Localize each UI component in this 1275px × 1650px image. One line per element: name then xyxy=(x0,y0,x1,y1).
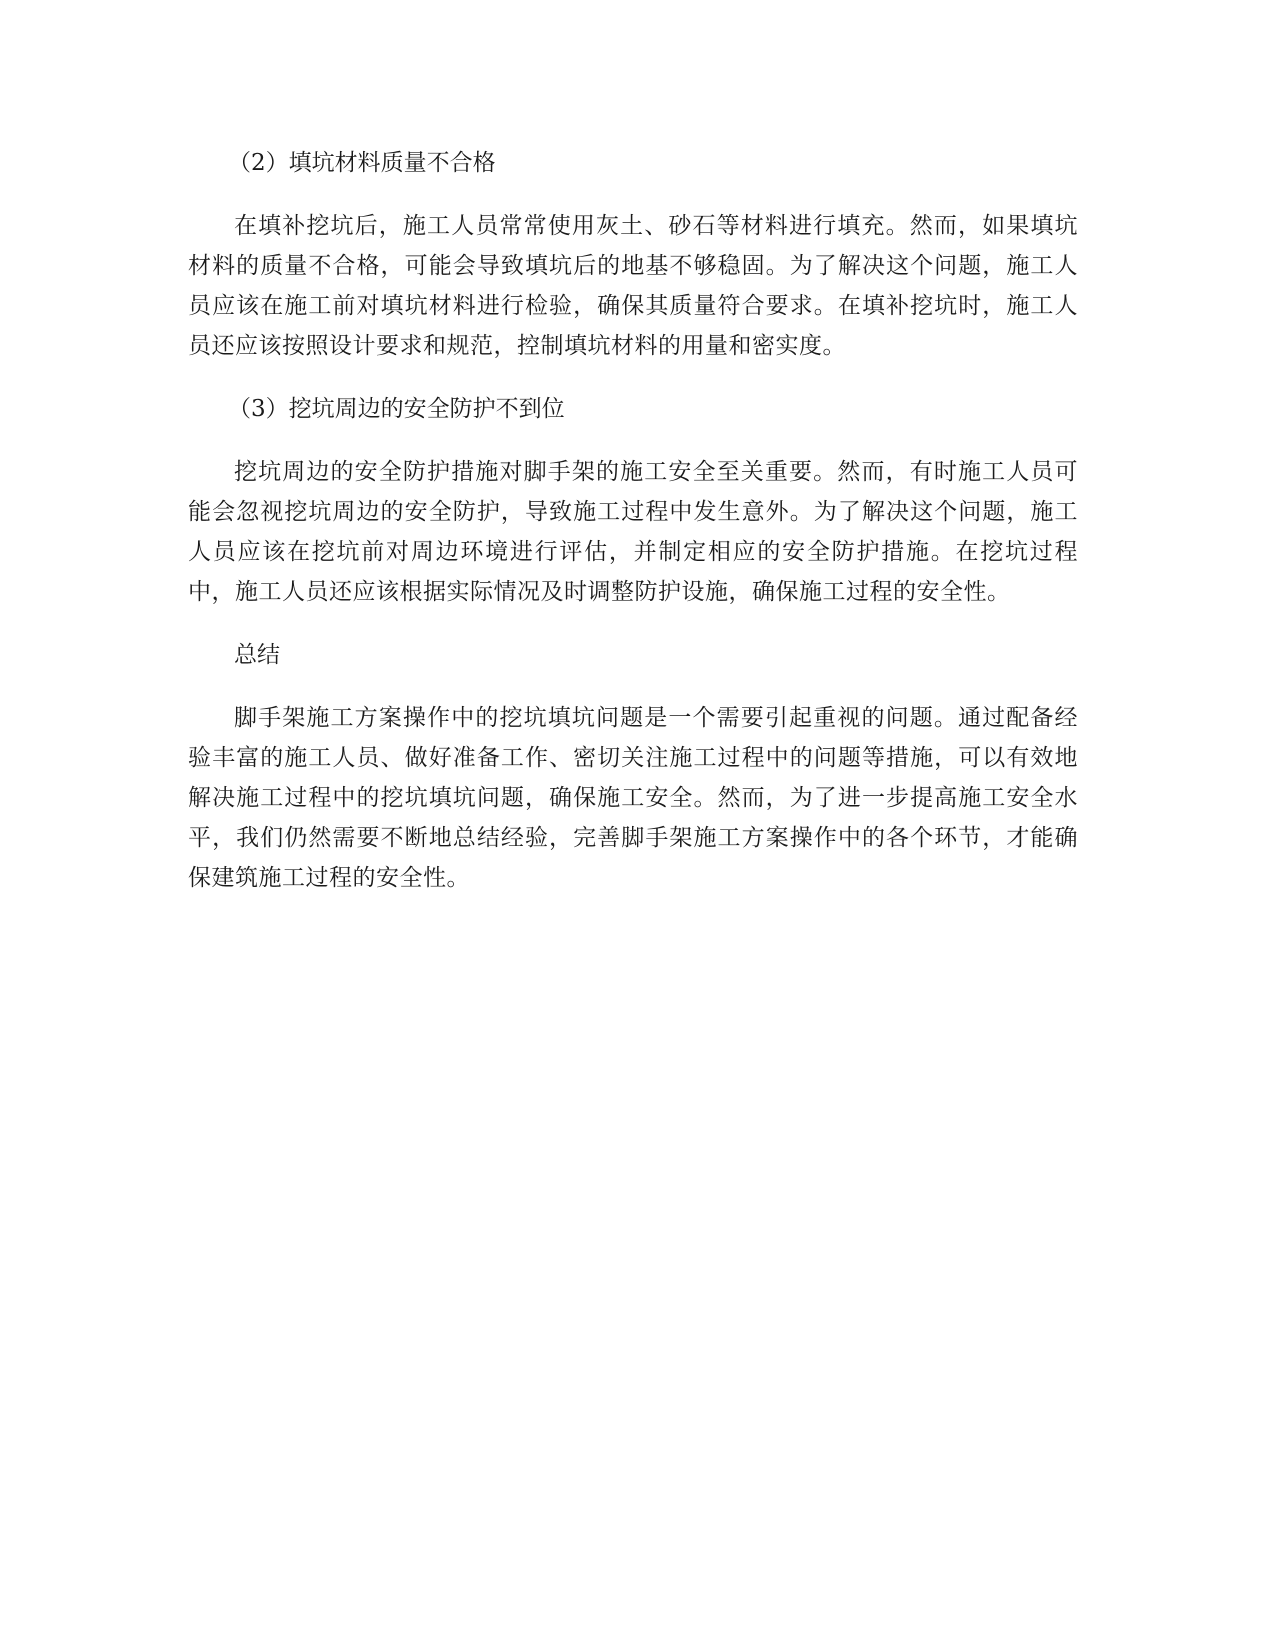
section-heading-safety-protection: （3）挖坑周边的安全防护不到位 xyxy=(228,396,565,422)
paragraph-safety-protection: 挖坑周边的安全防护措施对脚手架的施工安全至关重要。然而，有时施工人员可能会忽视挖坑周边的安全防护，导致施工过程中发生意外。为了解决这个问题，施工人员应该在挖坑前对周边环境进行评估，并制定相应的安全防护措施。在挖坑过程中，施工人员还应该根据实际情况及时调整防护设施，确保施工过程的安全性。 xyxy=(188,459,1078,605)
document-body xyxy=(188,140,1078,918)
section-heading-fill-material: （2）填坑材料质量不合格 xyxy=(228,150,496,176)
paragraph-summary: 脚手架施工方案操作中的挖坑填坑问题是一个需要引起重视的问题。通过配备经验丰富的施工人员、做好准备工作、密切关注施工过程中的问题等措施，可以有效地解决施工过程中的挖坑填坑问题，确保施工安全。然而，为了进一步提高施工安全水平，我们仍然需要不断地总结经验，完善脚手架施工方案操作中的各个环节，才能确保建筑施工过程的安全性。 xyxy=(188,705,1078,891)
paragraph-fill-material: 在填补挖坑后，施工人员常常使用灰土、砂石等材料进行填充。然而，如果填坑材料的质量不合格，可能会导致填坑后的地基不够稳固。为了解决这个问题，施工人员应该在施工前对填坑材料进行检验，确保其质量符合要求。在填补挖坑时，施工人员还应该按照设计要求和规范，控制填坑材料的用量和密实度。 xyxy=(188,213,1078,359)
section-heading-summary: 总结 xyxy=(234,642,280,668)
